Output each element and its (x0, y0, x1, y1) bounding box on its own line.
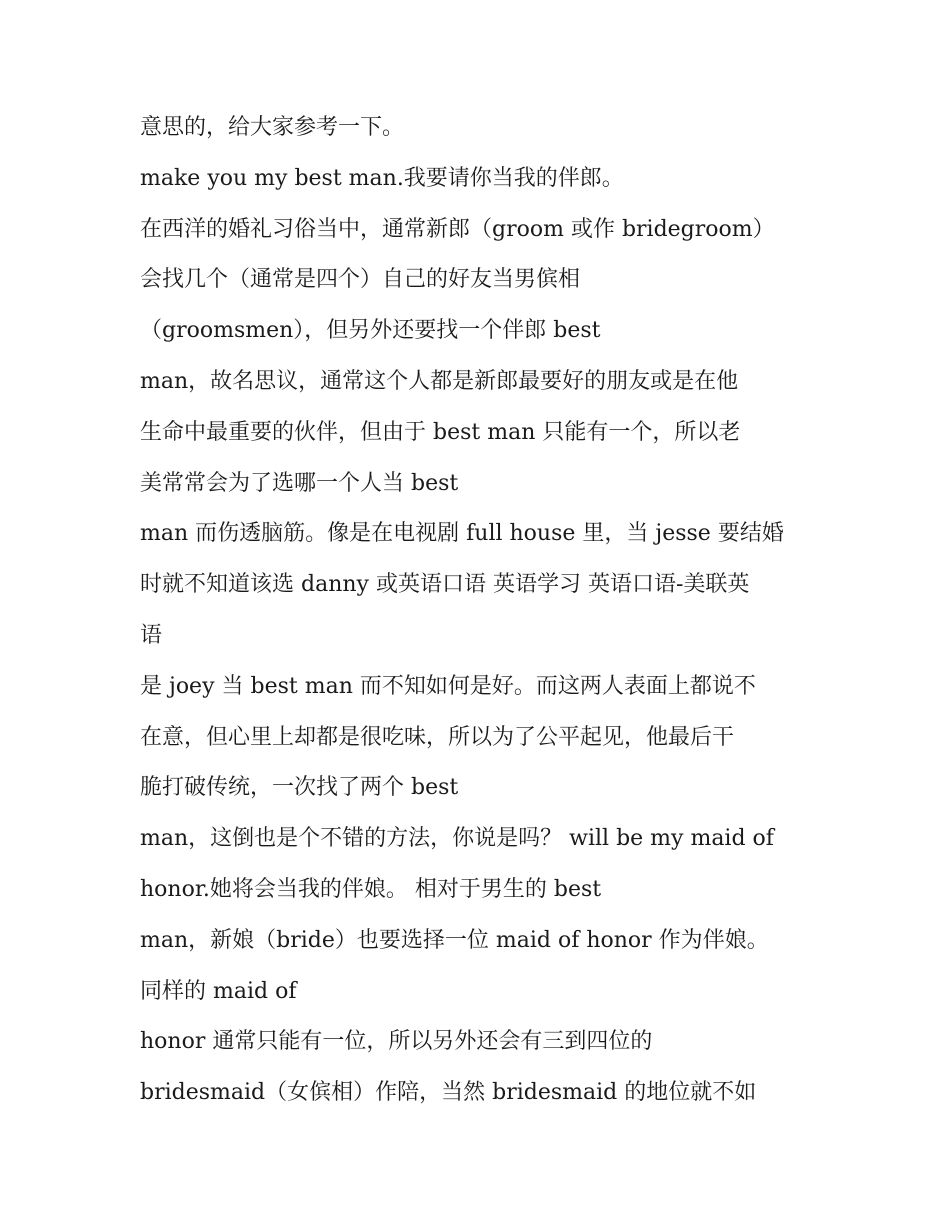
text-line-2: make you my best man.我要请你当我的伴郎。 (140, 165, 624, 191)
text-line-13: 在意，但心里上却都是很吃味，所以为了公平起见，他最后干 (140, 724, 735, 750)
document-body (140, 103, 830, 1119)
text-line-1: 意思的，给大家参考一下。 (140, 115, 405, 140)
text-line-9: man 而伤透脑筋。像是在电视剧 full house 里，当 jesse 要结婚 (140, 521, 784, 547)
text-line-14: 脆打破传统，一次找了两个 best (140, 775, 459, 801)
text-line-7: 生命中最重要的伙伴，但由于 best man 只能有一个，所以老 (140, 419, 741, 445)
text-line-3: 在西洋的婚礼习俗当中，通常新郎（groom 或作 bridegroom） (140, 216, 775, 242)
text-line-19: honor 通常只能有一位，所以另外还会有三到四位的 (140, 1029, 653, 1055)
text-line-5: （groomsmen），但另外还要找一个伴郎 best (140, 318, 601, 344)
text-line-17: man，新娘（bride）也要选择一位 maid of honor 作为伴娘。 (140, 927, 769, 953)
text-line-4: 会找几个（通常是四个）自己的好友当男傧相 (140, 267, 581, 293)
text-line-12: 是 joey 当 best man 而不知如何是好。而这两人表面上都说不 (140, 673, 756, 699)
text-line-15: man，这倒也是个不错的方法，你说是吗？ will be my maid of (140, 826, 774, 852)
text-line-16: honor.她将会当我的伴娘。 相对于男生的 best (140, 876, 602, 902)
text-line-6: man，故名思议，通常这个人都是新郎最要好的朋友或是在他 (140, 368, 739, 394)
text-line-10: 时就不知道该选 danny 或英语口语 英语学习 英语口语-美联英 (140, 572, 750, 598)
text-line-18: 同样的 maid of (140, 978, 297, 1004)
text-line-8: 美常常会为了选哪一个人当 best (140, 470, 459, 496)
text-line-20: bridesmaid（女傧相）作陪，当然 bridesmaid 的地位就不如 (140, 1080, 757, 1106)
text-line-11: 语 (140, 622, 163, 648)
